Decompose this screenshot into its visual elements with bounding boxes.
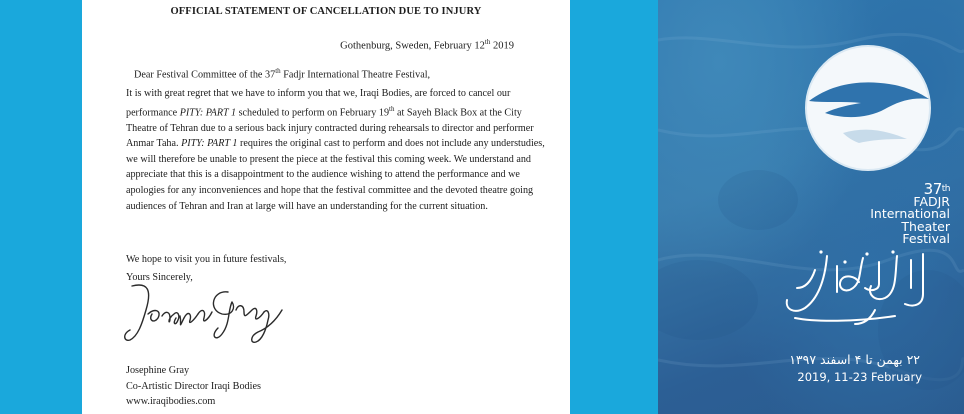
show-title-2: PITY: PART 1 — [181, 138, 238, 150]
title-line-theater: Theater — [901, 218, 950, 234]
body-part-2: scheduled to perform on February 19 — [236, 106, 390, 118]
body-part-3: at Sayeh Black Box at the City Theatre of Tehran due to a serious back injury contracted during rehearsals to director and performer Anmar Taha. — [126, 106, 534, 150]
handwritten-signature — [118, 280, 288, 348]
dateline-year: 2019 — [490, 40, 514, 52]
signer-role: Co-Artistic Director Iraqi Bodies — [126, 380, 261, 392]
title-line-festival: Festival — [902, 231, 950, 246]
title-line-fadjr: FADJR — [913, 193, 950, 209]
dateline-suffix: th — [484, 38, 491, 46]
salutation-after: Fadjr International Theatre Festival, — [280, 69, 431, 81]
persian-calligraphy-title — [775, 248, 927, 328]
persian-dates: ۲۲ بهمن تا ۴ اسفند ۱۳۹۷ — [789, 352, 920, 367]
english-dates: 2019, 11-23 February — [797, 370, 922, 384]
signature-block — [126, 363, 261, 410]
letter-title: OFFICIAL STATEMENT OF CANCELLATION DUE TO INJURY — [170, 6, 482, 17]
salutation-suffix: th — [275, 67, 281, 75]
closing-line-2: Yours Sincerely, — [126, 272, 193, 283]
festival-poster — [658, 0, 964, 414]
letter-salutation — [134, 67, 430, 80]
edition-suffix: th — [941, 184, 950, 194]
letter-dateline — [340, 38, 514, 52]
company-website: www.iraqibodies.com — [126, 396, 216, 407]
middle-blue-band — [570, 0, 658, 414]
body-part-1: It is with great regret that we have to inform you that we, Iraqi Bodies, are forced to cancel our performance — [126, 88, 511, 118]
body-suffix: th — [389, 104, 395, 113]
show-title-1: PITY: PART 1 — [179, 106, 237, 118]
salutation-before: Dear Festival Committee of the 37 — [134, 69, 276, 81]
moon-logo-icon — [803, 43, 933, 173]
edition-number: 37th — [923, 180, 950, 198]
letter-body — [126, 86, 546, 214]
title-line-international: International — [870, 206, 950, 221]
cancellation-letter — [82, 0, 570, 414]
festival-english-title — [870, 180, 950, 246]
left-blue-band — [0, 0, 82, 414]
closing-line-1: We hope to visit you in future festivals, — [126, 254, 287, 265]
signer-name: Josephine Gray — [126, 365, 190, 376]
dateline-text: Gothenburg, Sweden, February 12 — [340, 40, 485, 52]
body-part-4: requires the original cast to perform and does not include any understudies, we will therefore be unable to present the piece at the festival this coming week. We understand and appreciate that this is a disappointment to the audience wishing to attend the performance and we apologies for any inconveniences and hope that the festival committee and the devoted theatre going audiences of Tehran and Iran at large will have an understanding for the current situation. — [126, 138, 545, 212]
